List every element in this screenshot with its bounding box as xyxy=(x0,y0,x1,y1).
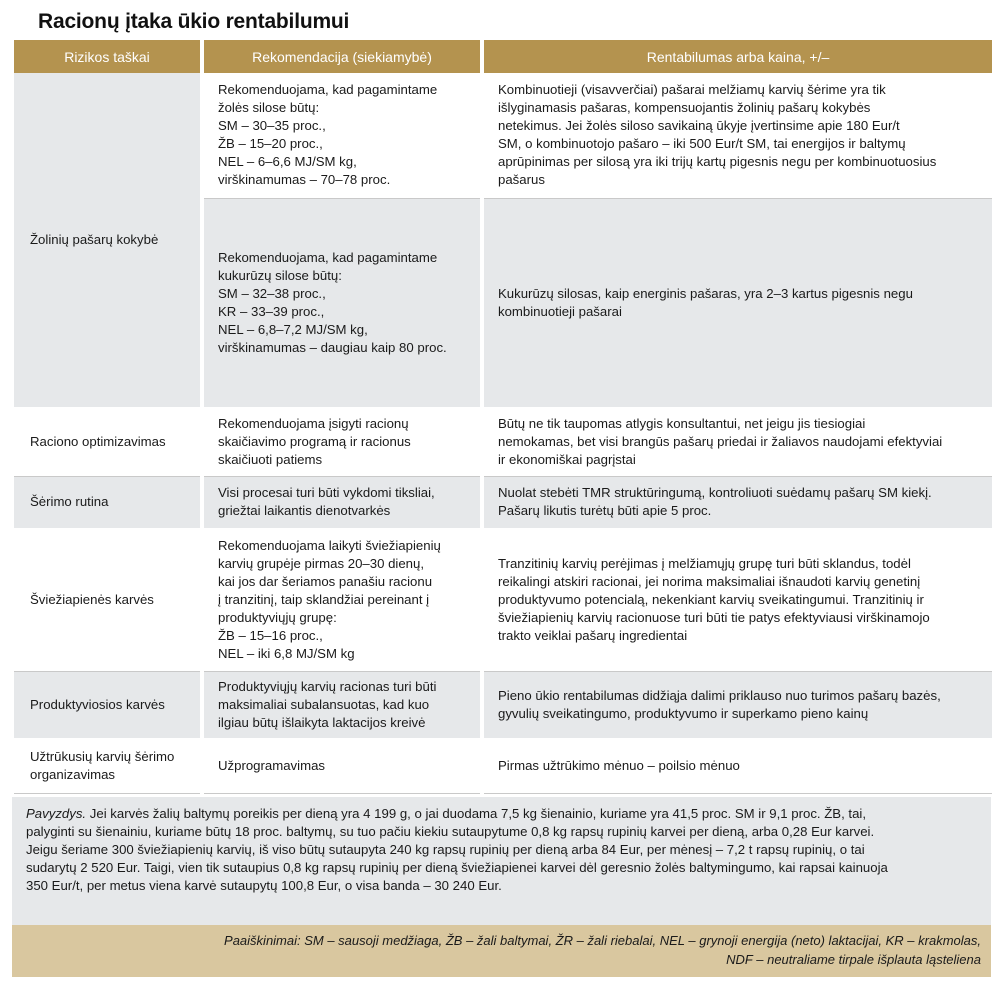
text-line: kombinuotieji pašarai xyxy=(498,303,622,319)
text-line: šviežiapienių karvių racionuose turi būti tie patys efektyviausi virškinamojo xyxy=(498,610,930,626)
text-line: Kombinuotieji (visavverčiai) pašarai melžiamų karvių šėrime yra tik xyxy=(498,82,886,98)
table-row xyxy=(13,529,992,671)
text-line: karvių grupėje pirmas 20–30 dienų, xyxy=(218,556,424,572)
text-line: pašarus xyxy=(498,172,545,188)
profitability-cell xyxy=(482,671,992,739)
text-line: produktyvumo potencialą, nekenkiant karvių sveikatingumui. Tranzitinių ir xyxy=(498,592,924,608)
text-line: Visi procesai turi būti vykdomi tiksliai, xyxy=(218,485,435,501)
text-line: NEL – 6,8–7,2 MJ/SM kg, xyxy=(218,321,368,337)
ration-table xyxy=(12,40,992,794)
legend-line: NDF – neutraliame tirpale išplauta ląsteliena xyxy=(726,951,981,967)
text-line: ŽB – 15–16 proc., xyxy=(218,628,323,644)
text-line: Rekomenduojama, kad pagamintame xyxy=(218,82,438,98)
risk-cell xyxy=(13,476,202,529)
risk-cell xyxy=(13,671,202,739)
table-row xyxy=(13,739,992,793)
text-line: kukurūzų silose būtų: xyxy=(218,267,342,283)
text-line: ŽB – 15–20 proc., xyxy=(218,136,323,152)
text-line: produktyviųjų grupę: xyxy=(218,610,337,626)
recommendation-cell xyxy=(202,739,482,793)
risk-label: Raciono optimizavimas xyxy=(30,434,166,450)
text-line: Rekomenduojama laikyti šviežiapienių xyxy=(218,538,441,554)
example-box xyxy=(12,797,991,931)
profitability-cell xyxy=(482,476,992,529)
legend-box xyxy=(12,925,991,977)
text-line: netekimus. Jei žolės siloso savikainą ūkyje įvertinsime apie 180 Eur/t xyxy=(498,118,900,134)
profitability-cell xyxy=(482,198,992,408)
text-line: gyvulių sveikatingumo, produktyvumo ir superkamo pieno kainų xyxy=(498,705,869,721)
risk-label: Šviežiapienės karvės xyxy=(30,592,154,608)
text-line: nemokamas, bet visi brangūs pašarų priedai ir žaliavos naudojami efektyviai xyxy=(498,434,943,450)
recommendation-cell xyxy=(202,73,482,198)
profitability-cell xyxy=(482,73,992,198)
example-text xyxy=(26,805,977,823)
page-title: Racionų įtaka ūkio rentabilumui xyxy=(38,10,350,33)
text-line: SM, o kombinuotojo pašaro – iki 500 Eur/t SM, tai energijos ir baltymų xyxy=(498,136,906,152)
text-line: Tranzitinių karvių perėjimas į melžiamųjų grupę turi būti sklandus, todėl xyxy=(498,556,911,572)
profitability-cell xyxy=(482,529,992,671)
text-line: SM – 32–38 proc., xyxy=(218,285,326,301)
recommendation-cell xyxy=(202,408,482,476)
text-line: maksimaliai subalansuotas, kad kuo xyxy=(218,696,430,712)
text-line: NEL – 6–6,6 MJ/SM kg, xyxy=(218,154,357,170)
text-line: Pašarų likutis turėtų būti apie 5 proc. xyxy=(498,503,712,519)
text-line: į tranzitinį, taip sklandžiai pereinant į xyxy=(218,592,430,608)
profitability-cell xyxy=(482,739,992,793)
text-line: trakto veiklai pašarų ingredientai xyxy=(498,628,688,644)
risk-label: Produktyviosios karvės xyxy=(30,696,165,712)
text-line: ir ekonomiškai pagrįstai xyxy=(498,452,636,468)
text-line: Užprogramavimas xyxy=(218,758,325,774)
risk-label: Užtrūkusių karvių šėrimo xyxy=(30,749,175,765)
header-profitability: Rentabilumas arba kaina, +/– xyxy=(482,40,992,73)
text-line: NEL – iki 6,8 MJ/SM kg xyxy=(218,646,355,662)
recommendation-cell xyxy=(202,476,482,529)
risk-label: Žolinių pašarų kokybė xyxy=(30,232,159,247)
example-label: Pavyzdys. xyxy=(26,806,87,821)
text-line: skaičiuoti patiems xyxy=(218,452,323,468)
risk-cell xyxy=(13,739,202,793)
profitability-cell xyxy=(482,408,992,476)
text-line: KR – 33–39 proc., xyxy=(218,303,325,319)
text-line: Kukurūzų silosas, kaip energinis pašaras, yra 2–3 kartus pigesnis negu xyxy=(498,285,913,301)
text-line: sudarytų 2 520 Eur. Taigi, vien tik sutaupius 0,8 kg rapsų rupinių per dieną šviežiapienei karvei dėl geresnio žolės baltymingumo, kai rapsai kainuoja xyxy=(26,860,888,875)
recommendation-cell xyxy=(202,671,482,739)
text-line: Pieno ūkio rentabilumas didžiąja dalimi priklauso nuo turimos pašarų bazės, xyxy=(498,687,941,703)
text-line: Rekomenduojama įsigyti racionų xyxy=(218,416,409,432)
text-line: virškinamumas – daugiau kaip 80 proc. xyxy=(218,339,447,355)
text-line: Produktyviųjų karvių racionas turi būti xyxy=(218,678,437,694)
text-line: griežtai laikantis dienotvarkės xyxy=(218,503,391,519)
text-line: ilgiau būtų išlaikyta laktacijos kreivė xyxy=(218,714,426,730)
table-row xyxy=(13,408,992,476)
table-row xyxy=(13,671,992,739)
table-panel xyxy=(12,40,991,977)
text-line: palyginti su šienainiu, kuriame būtų 18 proc. baltymų, su tuo pačiu kiekiu sutaupytume 0,8 kg rapsų rupinių karvei per dieną, arba 0,28 Eur karvei. xyxy=(26,824,875,839)
text-line: Jeigu šeriame 300 šviežiapienių karvių, iš viso būtų sutaupyta 240 kg rapsų rupinių per dieną arba 84 Eur, per mėnesį – 7,2 t rapsų rupinių, o tai xyxy=(26,842,865,857)
text-line: skaičiavimo programą ir racionus xyxy=(218,434,411,450)
text-line: Pirmas užtrūkimo mėnuo – poilsio mėnuo xyxy=(498,758,740,774)
legend-line: Paaiškinimai: SM – sausoji medžiaga, ŽB – žali baltymai, ŽR – žali riebalai, NEL – grynoji energija (neto) laktacijai, KR – krakmolas, xyxy=(224,933,981,948)
text-line: žolės silose būtų: xyxy=(218,100,320,116)
header-recommendation: Rekomendacija (siekiamybė) xyxy=(202,40,482,73)
table-header-row xyxy=(13,40,992,73)
text-line: Jei karvės žalių baltymų poreikis per dieną yra 4 199 g, o jai duodama 7,5 kg šienainio, kuriame yra 41,5 proc. SM ir 9,1 proc. ŽB, tai, xyxy=(86,806,867,821)
risk-label: Šėrimo rutina xyxy=(30,494,109,510)
text-line: Būtų ne tik taupomas atlygis konsultantui, net jeigu jis tiesiogiai xyxy=(498,416,866,432)
text-line: SM – 30–35 proc., xyxy=(218,118,326,134)
header-risk-points: Rizikos taškai xyxy=(13,40,202,73)
text-line: Rekomenduojama, kad pagamintame xyxy=(218,249,438,265)
table-row xyxy=(13,73,992,198)
recommendation-cell xyxy=(202,529,482,671)
risk-cell xyxy=(13,408,202,476)
text-line: Nuolat stebėti TMR struktūringumą, kontroliuoti suėdamų pašarų SM kiekį. xyxy=(498,485,932,501)
text-line: kai jos dar šeriamos panašiu racionu xyxy=(218,574,433,590)
risk-cell xyxy=(13,529,202,671)
risk-cell xyxy=(13,73,202,408)
text-line: 350 Eur/t, per metus viena karvė sutaupytų 100,8 Eur, o visa banda – 30 240 Eur. xyxy=(26,878,502,893)
text-line: aprūpinimas per silosą yra iki trijų kartų pigesnis negu per kombinuotuosius xyxy=(498,154,937,170)
recommendation-cell xyxy=(202,198,482,408)
text-line: virškinamumas – 70–78 proc. xyxy=(218,172,391,188)
text-line: išlyginamasis pašaras, kompensuojantis žolinių pašarų kokybės xyxy=(498,100,871,116)
text-line: reikalingi atskiri racionai, jei norima maksimaliai išnaudoti karvių genetinį xyxy=(498,574,921,590)
risk-label: organizavimas xyxy=(30,767,116,783)
table-row xyxy=(13,476,992,529)
